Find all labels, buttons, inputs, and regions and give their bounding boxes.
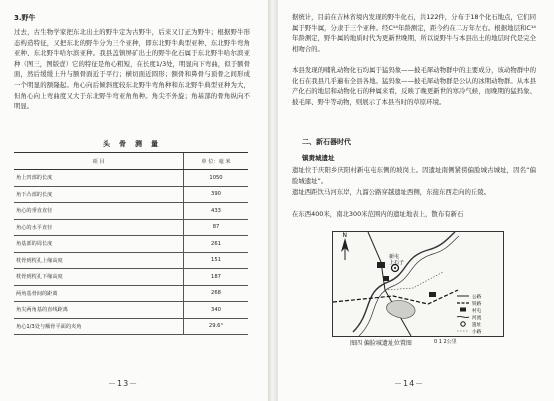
legend-site: 遗址 [472, 323, 482, 328]
measurement-item: 枕骨到枕孔上缘高度 [14, 252, 184, 269]
table-title: 头骨测量 [103, 140, 167, 148]
table-row [14, 302, 248, 319]
measurement-value: 1050 [184, 170, 249, 187]
measurement-item: 角心1/3处与额骨平面的夹角 [14, 318, 184, 335]
river-bank [359, 236, 459, 336]
measurement-value: 29.6° [184, 318, 249, 335]
north-label: N [342, 232, 347, 239]
measurement-value: 187 [184, 269, 249, 286]
lake-area [386, 300, 415, 318]
section-heading-neolithic: 二、新石器时代 [302, 138, 351, 146]
measurement-value: 390 [184, 186, 249, 203]
site-location-map [332, 231, 504, 337]
measurement-item: 角心的垂直直径 [14, 203, 184, 220]
page-number: －13－ [108, 379, 139, 388]
table-row [14, 170, 248, 187]
village-marker [429, 292, 436, 297]
village-marker [377, 262, 385, 268]
map-caption: 图四 偏脸城遗址位置图 [350, 340, 412, 347]
measurement-value: 268 [184, 285, 249, 302]
measurement-item: 两角基骨间的距离 [14, 285, 184, 302]
book-gutter [268, 0, 278, 401]
table-header-row [14, 153, 248, 170]
path-line [385, 272, 443, 290]
map-legend [457, 293, 482, 335]
legend-river: 河流 [472, 316, 482, 321]
measurement-item: 角上凹部的长度 [14, 170, 184, 187]
map-drawing [333, 232, 503, 336]
table-row [14, 269, 248, 286]
table-header-item: 项 目 [14, 153, 184, 170]
wild-ox-paragraph: 过去，古生物学家把东北出土的野牛定为古野牛，后来又订正为野牛；根据野牛形态构造特征，又把东北的野牛分为三个亚种，即东北野牛典型亚种、东北野牛弯角亚种、东北野牛哈尔滨亚种。我县盖镇屏矿出土的野牛化石属于东北野牛哈尔滨亚种（图三，图版壹）它的特征是角心粗短，在长度1/3处，明显向下弯曲，似于额骨面，然后缓缓上升与额骨面近于平行；横切面近圆形；额骨和鼻骨与顶骨之间形成一个明显的额隆起。角心向后倾斜度较东北野牛弯角种和东北野牛典型亚种为大，但角心向上弯曲度又大于东北野牛弯亚角角种。角尖不外旋；角基部的骨角纵向不明显。 [14, 28, 250, 111]
site-subheading: 镇赉城遗址 [302, 154, 335, 162]
legend-railway: 铁路 [472, 302, 482, 307]
table-row [14, 285, 248, 302]
measurement-item: 枕骨到枕孔下缘高度 [14, 269, 184, 286]
north-arrow-icon [341, 238, 349, 260]
measurement-item: 角基部的周长度 [14, 236, 184, 253]
measurement-value: 87 [184, 219, 249, 236]
page-number-right: －14－ [394, 379, 425, 388]
table-header-unit: 单 位：毫 米 [184, 153, 249, 170]
table-row [14, 236, 248, 253]
measurement-value: 433 [184, 203, 249, 220]
measurement-item: 角心的水平直径 [14, 219, 184, 236]
measurement-item: 角尖两角基的直线距离 [14, 302, 184, 319]
measurement-item: 角下凸部的长度 [14, 186, 184, 203]
left-page [0, 0, 268, 401]
skull-measurement-table [14, 152, 248, 335]
village-marker [383, 276, 389, 281]
right-page [278, 0, 554, 401]
town-label-a: 新屯 [389, 254, 400, 260]
road-line [368, 232, 411, 336]
table-row [14, 186, 248, 203]
paragraph-extent: 在东西400米，南北300米范围内的遗址地表上，散布有新石 [292, 210, 464, 218]
paragraph-fauna: 本县发现的哺乳动物化石均属于猛犸象——披毛犀动物群中的主要成分，该动物群中的化石在我县几乎遍布全县各地。猛犸象——披毛犀动物群是公认的冰期动物群。从本县产化石的地层和动物化石的种属来看，反映了晚更新世的寒冷气候，而晚期的猛犸象、披毛犀、野牛等动物，则展示了本县当时的草原环境。 [292, 66, 536, 106]
section-heading-wild-ox: 3.野牛 [14, 14, 36, 22]
measurement-value: 261 [184, 236, 249, 253]
measurement-value: 340 [184, 302, 249, 319]
measurement-value: 151 [184, 252, 249, 269]
town-label-b: 上石子 [389, 260, 405, 266]
legend-path: 小路 [472, 330, 482, 335]
table-row [14, 318, 248, 335]
table-row [14, 203, 248, 220]
paragraph-statistics: 据统计，目前在吉林省境内发现的野牛化石，共122件，分布于18个化石地点，它们同属于野牛属，分隶于三个亚种。经C¹⁴年龄测定，距今约在二万年左右。根据地层和C¹⁴年龄测定，野牛属的地质时代为更新世晚期，所以说野牛与本县出土的地层时代是完全相吻合的。 [292, 13, 536, 53]
table-row [14, 219, 248, 236]
legend-village: 村屯 [472, 309, 482, 314]
map-scale: 0 1 2公里 [434, 339, 457, 345]
table-row [14, 252, 248, 269]
site-marker-center [394, 267, 396, 269]
paragraph-position: 遗址西距饮马河东岸，九溜公路穿越遗址西侧，东接东西走向的丘陵。 [292, 188, 491, 196]
paragraph-location: 遗址位于庆阳乡庆阳村新屯屯东侧的坡岗上。因遗址南侧紧傍偏脸城古城址，因名“偏脸城遗址”。 [292, 166, 536, 185]
legend-road: 公路 [472, 295, 482, 300]
